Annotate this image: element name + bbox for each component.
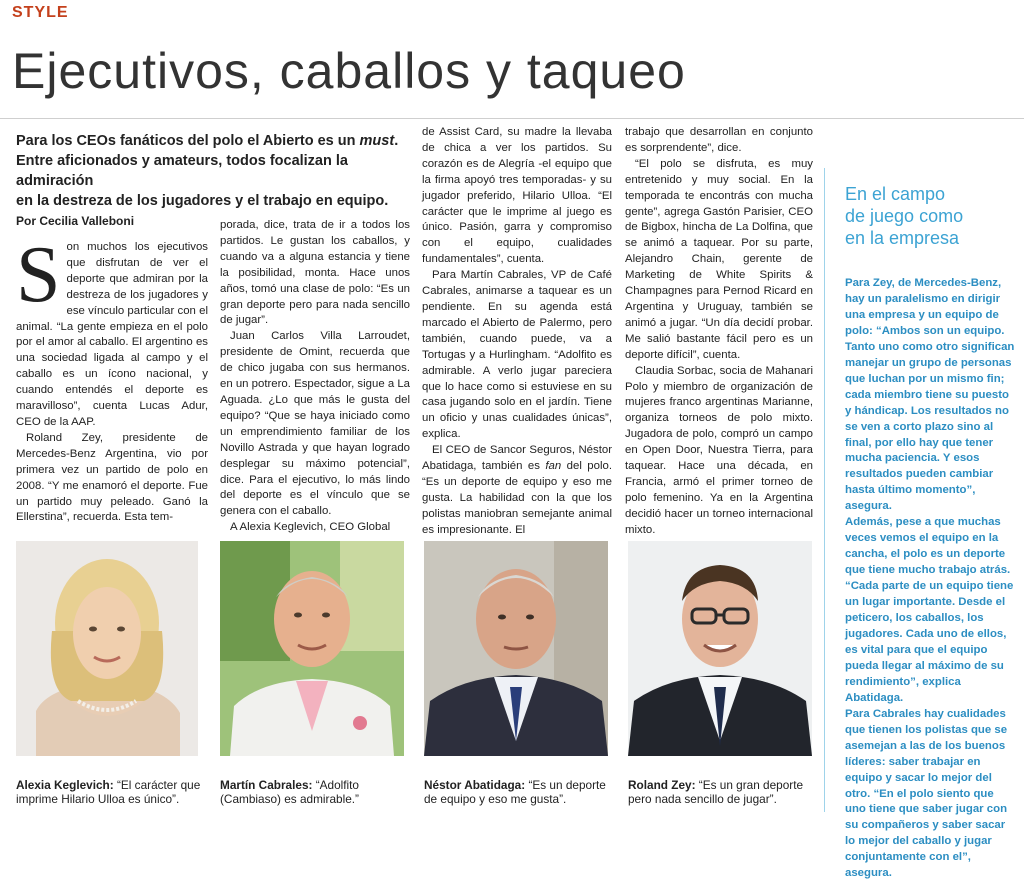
section-label: STYLE xyxy=(12,4,69,21)
photo-roland-zey xyxy=(628,541,812,756)
drop-cap: S xyxy=(16,231,61,319)
sidebar-body: Para Zey, de Mercedes-Benz, hay un paralelismo en dirigir una empresa y un equipo de polo: “Ambos son un equipo. Tanto uno como otro significan manejar un grupo de personas que luchan por un mismo fin; cada miembro tiene su puesto y hándicap. Los resultados no se ven a corto plazo sino al final, por ello hay que tener mucha paciencia. Y esos resultados pueden cambiar hasta último momento”, asegura. Además, pese a que muchas veces vemos el equipo en la cancha, el polo es un deporte que tiene mucho trabajo atrás. “Cada parte de un equipo tiene un lugar importante. Desde el peticero, los caballos, los jugadores. Cada uno de ellos, es vital para que el equipo pueda llegar al máximo de su rendimiento”, explica Abatidaga. Para Cabrales hay cualidades que tienen los polistas que se asemejan a las de los buenos líderes: saber trabajar en equipo y sacar lo mejor del otro. “En el polo siento que uno tiene que saber jugar con su compañeros y saber sacar lo mejor del caballo y jugar conjuntamente con el”, asegura. xyxy=(845,277,1015,880)
caption-alexia-keglevich: Alexia Keglevich: “El carácter que imprime Hilario Ulloa es único”. xyxy=(16,778,201,806)
headline: Ejecutivos, caballos y taqueo xyxy=(12,43,686,99)
photo-martin-cabrales xyxy=(220,541,404,756)
photo-alexia-keglevich xyxy=(16,541,198,756)
lead-paragraph: Para los CEOs fanáticos del polo el Abierto es un must. Entre aficionados y amateurs, todos focalizan la admiración en la destreza de los jugadores y el trabajo en equipo. xyxy=(16,133,399,209)
article-column-3: de Assist Card, su madre la llevaba de chica a ver los partidos. Su corazón es de Alegría -el equipo que la firma apoyó tres temporadas- y su jugador preferido, Hilario Ulloa. “El carácter que le imprime al juego es único. Pasión, garra y compromiso con el equipo, cualidades fundamentales”, cuenta. Para Martín Cabrales, VP de Café Cabrales, animarse a taquear es un pendiente. En su agenda está marcado el Abierto de Palermo, pero también, cuando puede, va a Tortugas y a Hurlingham. “Adolfito es admirable. A verlo jugar pareciera que lo hace como si estuviese en su casa jugando solo en el jardín. Tiene un oficio y unas cualidades únicas”, explica. El CEO de Sancor Seguros, Néstor Abatidaga, también es fan del polo. “Es un deporte de equipo y eso me gusta. La habilidad con la que los polistas maniobran semejante animal es impresionante. El xyxy=(422,126,612,536)
caption-roland-zey: Roland Zey: “Es un gran deporte pero nada sencillo de jugar”. xyxy=(628,778,804,806)
article-column-4: trabajo que desarrollan en conjunto es sorprendente”, dice. “El polo se disfruta, es muy entretenido y muy social. En la temporada te encontrás con mucha gente”, agrega Gastón Parisier, CEO de Bigbox, hincha de La Dolfina, que se animó a taquear. Por su parte, Alejandro Chain, gerente de Marketing de White Spirits & Champagnes para Pernod Ricard en Argentina y Uruguay, también se animó a jugar. “Un día decidí probar. Me salió bastante fácil pero es un deporte difícil”, cuenta. Claudia Sorbac, socia de Mahanari Polo y miembro de organización de mujeres franco argentinas Marianne, organiza torneos de polo mixto. Jugadora de polo, compró un campo en Open Door, Nuestra Tierra, para taquear. Hace una década, en Francia, armó el primer torneo de polo femenino. Ya en la Argentina decidió hacer un torneo internacional mixto. xyxy=(625,126,813,536)
sidebar-title: En el campo de juego como en la empresa xyxy=(845,184,964,248)
byline: Por Cecilia Valleboni xyxy=(16,214,135,228)
article-column-2: porada, dice, trata de ir a todos los partidos. Le gustan los caballos, y cuando va a alguna estancia y tiene la posibilidad, monta. Hace unos años, tomó una clase de polo: “Es un gran deporte pero para nada sencillo de jugar”. Juan Carlos Villa Larroudet, presidente de Omint, recuerda que de chico jugaba con sus hermanos. en un potrero. Espectador, sigue a La Aguada. ¿Lo que más le gusta del equipo? “Que se haya iniciado como un emprendimiento familiar de los Novillo Astrada y que hayan logrado desplegar su máximo potencial”, dice. Para el ejecutivo, lo más lindo del deporte es el vínculo que se genera con el caballo. A Alexia Keglevich, CEO Global xyxy=(220,219,410,534)
caption-martin-cabrales: Martín Cabrales: “Adolfito (Cambiaso) es admirable.” xyxy=(220,778,359,806)
article-column-1: Son muchos los ejecutivos que disfrutan de ver el deporte que admiran por la destreza de los jugadores y ese vínculo particular con el animal. “La gente empieza en el polo por el amor al caballo. El argentino es una sociedad ligada al campo y el caballo es un ícono nacional, y cuando entendés el deporte es maravilloso”, cuenta Lucas Adur, CEO de la AAP. Roland Zey, presidente de Mercedes-Benz Argentina, vio por primera vez un partido de polo en 2008. “Y me enamoró el deporte. Fue un partido muy peleado. Ganó la Ellerstina”, recuerda. Esta tem- xyxy=(16,231,208,524)
photo-nestor-abatidaga xyxy=(424,541,608,756)
caption-nestor-abatidaga: Néstor Abatidaga: “Es un deporte de equipo y eso me gusta”. xyxy=(424,778,606,806)
divider xyxy=(0,118,1024,119)
